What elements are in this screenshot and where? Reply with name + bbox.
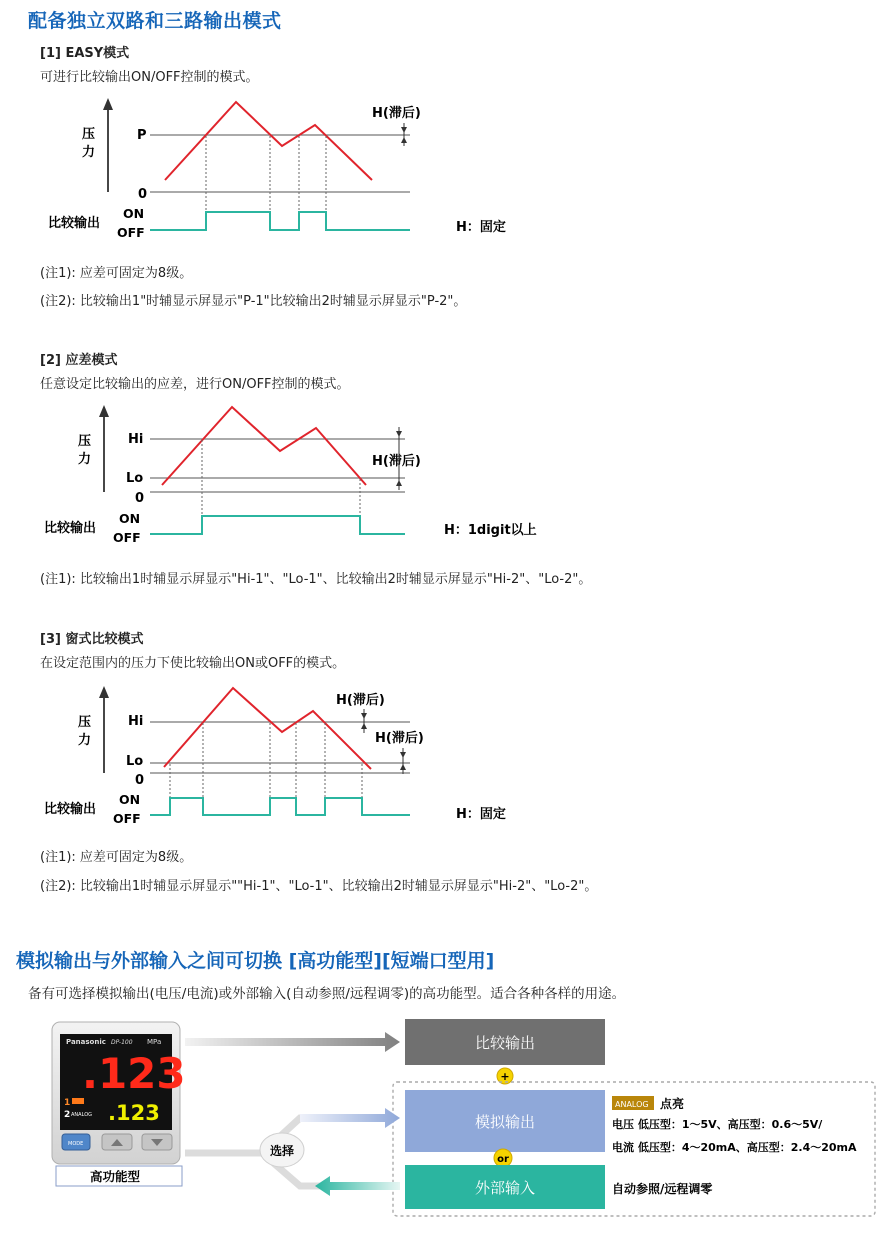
pressure-label-2: 力 <box>78 733 92 748</box>
off-label: OFF <box>117 225 145 240</box>
analog-badge-label: ANALOG <box>615 1100 649 1109</box>
or-label: or <box>497 1154 509 1165</box>
output-waveform <box>150 798 410 815</box>
switch-guides <box>170 723 362 814</box>
compare-output-label: 比较输出 <box>44 521 97 536</box>
hysteresis-arrow-icon <box>361 713 367 719</box>
ch1-led <box>72 1098 84 1104</box>
hysteresis-arrow-icon <box>401 127 407 133</box>
hysteresis-label-upper: H(滞后) <box>336 693 385 708</box>
axis-arrow-icon <box>103 98 113 110</box>
section-1-description: 可进行比较输出ON/OFF控制的模式。 <box>40 70 259 85</box>
section-3-description: 在设定范围内的压力下使比较输出ON或OFF的模式。 <box>40 656 346 671</box>
device-model: DP-100 <box>111 1039 133 1046</box>
zero-label: 0 <box>135 491 145 506</box>
h-note: H：1digit以上 <box>444 523 537 538</box>
external-input-label: 外部输入 <box>474 1179 536 1197</box>
compare-output-label: 比较输出 <box>44 802 97 817</box>
hysteresis-label: H(滞后) <box>372 454 421 469</box>
device-caption: 高功能型 <box>90 1169 141 1184</box>
section-1-note-2: (注2): 比较输出1"时辅显示屏显示"P-1"比较输出2时辅显示屏显示"P-2"。 <box>40 294 467 309</box>
device-ch1: 1 <box>64 1098 71 1108</box>
section-2-heading: [2] 应差模式 <box>40 353 118 368</box>
analog-switch-diagram <box>0 1010 890 1226</box>
easy-mode-diagram <box>0 88 560 248</box>
hysteresis-label: H(滞后) <box>372 106 421 121</box>
section-3-heading: [3] 窗式比较模式 <box>40 632 144 647</box>
compare-output-label: 比较输出 <box>48 216 101 231</box>
switch-guides <box>206 136 326 231</box>
compare-output-label: 比较输出 <box>474 1034 536 1052</box>
hysteresis-arrow-icon <box>401 137 407 143</box>
hi-label: Hi <box>128 432 144 447</box>
external-input-arrow <box>315 1176 400 1196</box>
axis-arrow-icon <box>99 405 109 417</box>
pressure-label-2: 力 <box>82 145 96 160</box>
section-1-heading: [1] EASY模式 <box>40 46 130 61</box>
pressure-label-2: 力 <box>78 452 92 467</box>
section-2-note-1: (注1): 比较输出1时辅显示屏显示"Hi-1"、"Lo-1"、比较输出2时辅显示屏显示"Hi-2"、"Lo-2"。 <box>40 572 592 587</box>
device-analog-tag: ANALOG <box>71 1112 92 1118</box>
output-waveform <box>150 212 410 230</box>
pressure-label-1: 压 <box>78 434 92 449</box>
hysteresis-arrow-icon <box>400 764 406 770</box>
window-mode-diagram <box>0 676 560 836</box>
lo-label: Lo <box>126 471 144 486</box>
hysteresis-arrow-icon <box>361 723 367 729</box>
lit-label: 点亮 <box>660 1097 685 1111</box>
section-3-note-2: (注2): 比较输出1时辅显示屏显示""Hi-1"、"Lo-1"、比较输出2时辅显示屏显示"Hi-2"、"Lo-2"。 <box>40 879 598 894</box>
pressure-label-1: 压 <box>82 127 96 142</box>
select-label: 选择 <box>269 1144 295 1158</box>
on-label: ON <box>119 792 141 807</box>
section-3-note-1: (注1): 应差可固定为8级。 <box>40 850 193 865</box>
off-label: OFF <box>113 530 141 545</box>
analog-output-arrow <box>300 1108 400 1128</box>
zero-label: 0 <box>138 187 148 202</box>
pressure-waveform <box>162 407 366 485</box>
plus-label: + <box>500 1070 510 1083</box>
section-1-note-1: (注1): 应差可固定为8级。 <box>40 266 193 281</box>
mode-button-label: MODE <box>68 1141 84 1147</box>
h-note: H：固定 <box>456 220 506 235</box>
hysteresis-arrow-icon <box>396 480 402 486</box>
off-label: OFF <box>113 811 141 826</box>
hysteresis-mode-diagram <box>0 395 560 555</box>
section-2-description: 任意设定比较输出的应差，进行ON/OFF控制的模式。 <box>40 377 350 392</box>
analog-output-label: 模拟输出 <box>474 1113 536 1131</box>
page-title: 配备独立双路和三路输出模式 <box>28 10 282 32</box>
h-note: H：固定 <box>456 807 506 822</box>
p-label: P <box>137 128 147 143</box>
compare-output-arrow <box>185 1032 400 1052</box>
device-main-display: .123 <box>82 1049 186 1098</box>
analog-section-heading: 模拟输出与外部输入之间可切换 [高功能型][短端口型用] <box>16 950 495 972</box>
hi-label: Hi <box>128 714 144 729</box>
pressure-waveform <box>165 102 372 180</box>
zero-label: 0 <box>135 773 145 788</box>
analog-section-intro: 备有可选择模拟输出(电压/电流)或外部输入(自动参照/远程调零)的高功能型。适合各种各样的用途。 <box>28 986 626 1002</box>
hysteresis-label-lower: H(滞后) <box>375 731 424 746</box>
device-ch2: 2 <box>64 1110 71 1120</box>
on-label: ON <box>123 206 145 221</box>
hysteresis-arrow-icon <box>400 752 406 758</box>
hysteresis-arrow-icon <box>396 431 402 437</box>
device-brand: Panasonic <box>66 1038 106 1046</box>
pressure-label-1: 压 <box>78 715 92 730</box>
device-sub-display: .123 <box>108 1101 160 1125</box>
lo-label: Lo <box>126 754 144 769</box>
external-input-desc: 自动参照/远程调零 <box>612 1182 713 1196</box>
axis-arrow-icon <box>99 686 109 698</box>
output-waveform <box>150 516 405 534</box>
current-spec: 电流 低压型：4～20mA、高压型：2.4～20mA <box>612 1141 857 1154</box>
voltage-spec: 电压 低压型：1～5V、高压型：0.6～5V/ <box>612 1118 823 1131</box>
sensor-device <box>52 1022 186 1164</box>
on-label: ON <box>119 511 141 526</box>
switch-guides <box>202 440 360 535</box>
device-unit: MPa <box>147 1038 162 1046</box>
